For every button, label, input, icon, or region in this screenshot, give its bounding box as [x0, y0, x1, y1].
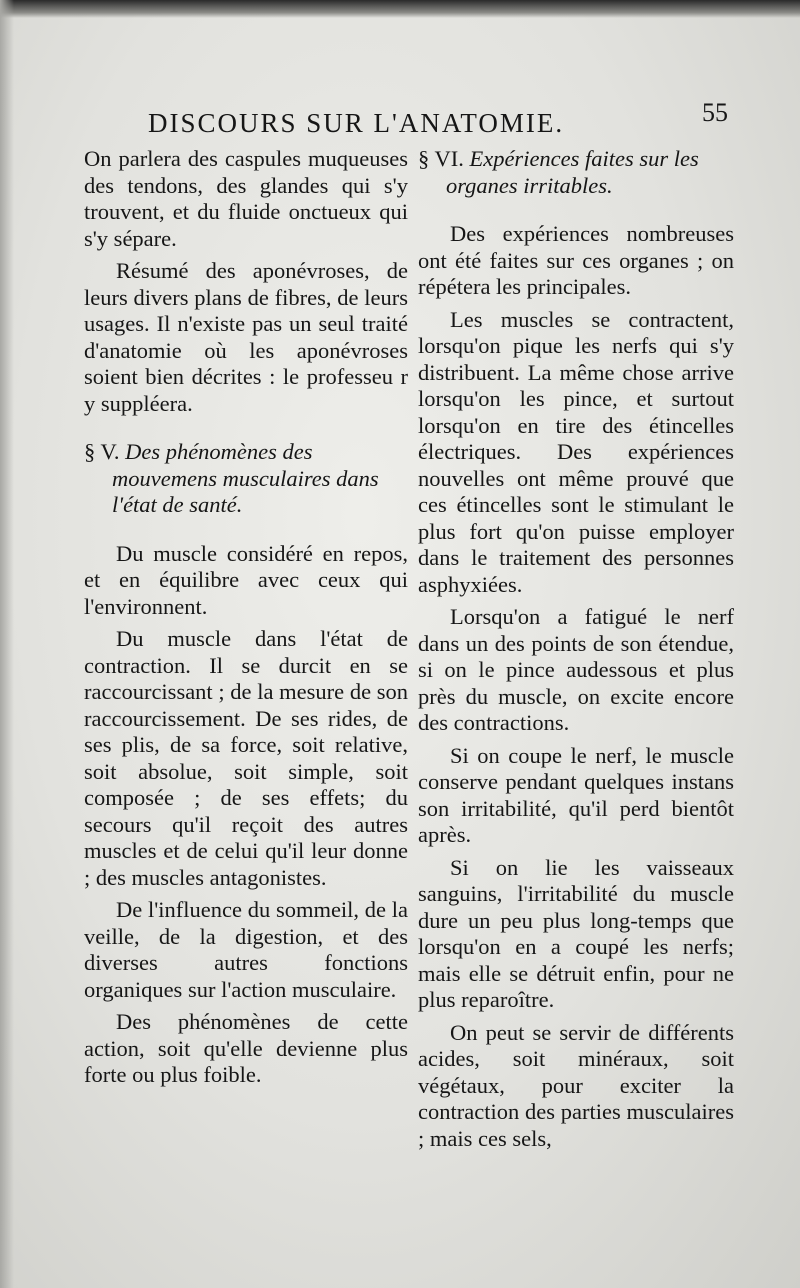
paragraph-experiences: Des expériences nombreuses ont été faites sur ces organes ; on répétera les principales.: [418, 221, 734, 299]
section-title: Expériences faites sur les organes irritables.: [446, 146, 699, 198]
section-title: Des phénomènes des mouvemens musculaires dans l'état de santé.: [112, 439, 379, 517]
paragraph-contraction: Du muscle dans l'état de contraction. Il se durcit en se raccourcissant ; de la mesure de son raccourcissement. De ses rides, de ses plis, de sa force, soit relative, soit absolue, soit simple, soit composée ; de ses effets; du secours qu'il reçoit des autres muscles et de celui qu'il leur donne ; des muscles antagonistes.: [84, 626, 408, 890]
paragraph-vaisseaux: Si on lie les vaisseaux sanguins, l'irritabilité du muscle dure un peu plus long-temps que lorsqu'on en a coupé les nerfs; mais elle se détruit enfin, pour ne plus reparoître.: [418, 854, 734, 1012]
paragraph-acides: On peut se servir de différents acides, soit minéraux, soit végétaux, pour exciter la contraction des parties musculaires ; mais ces sels,: [418, 1019, 734, 1151]
paragraph-caspules: On parlera des caspules muqueuses des tendons, des glandes qui s'y trouvent, et du fluide onctueux qui s'y sépare.: [84, 146, 408, 251]
section-heading-vi: [418, 146, 734, 199]
paragraph-coupe: Si on coupe le nerf, le muscle conserve pendant quelques instans son irritabilité, qu'il perd bientôt après.: [418, 742, 734, 847]
section-heading-v: [84, 439, 408, 519]
scan-top-edge: [0, 0, 800, 18]
right-column: [418, 146, 734, 1152]
left-column: [84, 146, 408, 1089]
paragraph-aponevroses: Résumé des aponévroses, de leurs divers plans de fibres, de leurs usages. Il n'existe pas un seul traité d'anatomie où les aponévroses soient bien décrites : le professeu r y suppléera.: [84, 258, 408, 416]
page-number: 55: [702, 98, 728, 127]
running-title: DISCOURS SUR L'ANATOMIE.: [148, 108, 565, 138]
paragraph-fatigue: Lorsqu'on a fatigué le nerf dans un des points de son étendue, si on le pince audessous et plus près du muscle, on excite encore des contractions.: [418, 604, 734, 735]
paragraph-sommeil: De l'influence du sommeil, de la veille, de la digestion, et des diverses autres fonctions organiques sur l'action musculaire.: [84, 897, 408, 1002]
page-header: [148, 96, 738, 136]
section-mark: § V.: [84, 439, 120, 464]
paragraph-nerfs: Les muscles se contractent, lorsqu'on pique les nerfs qui s'y distribuent. La même chose arrive lorsqu'on les pince, et surtout lorsqu'on en tire des étincelles électriques. Des expériences nouvelles ont même prouvé que ces étincelles sont le stimulant le plus fort qu'on puisse employer dans le traitement des personnes asphyxiées.: [418, 306, 734, 597]
paragraph-repos: Du muscle considéré en repos, et en équilibre avec ceux qui l'environnent.: [84, 540, 408, 619]
paragraph-phenomenes: Des phénomènes de cette action, soit qu'elle devienne plus forte ou plus foible.: [84, 1009, 408, 1087]
section-mark: § VI.: [418, 146, 464, 171]
scan-left-shadow: [0, 0, 14, 1288]
